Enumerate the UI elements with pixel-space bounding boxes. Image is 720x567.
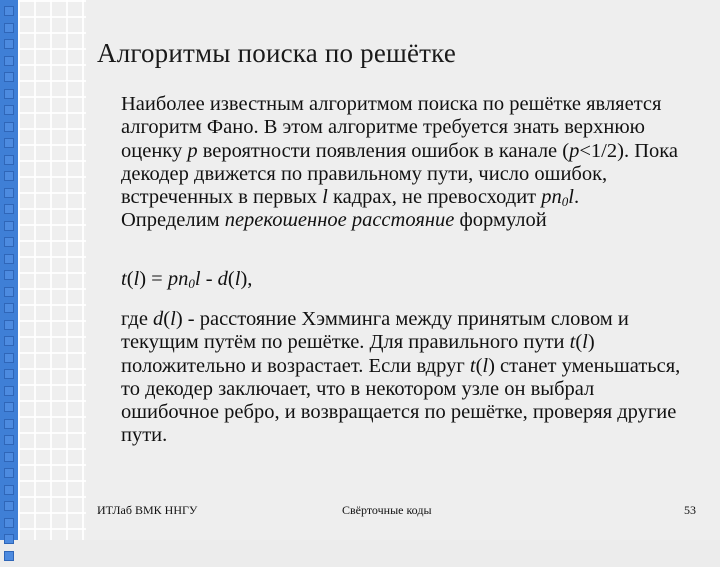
decor-square — [4, 237, 14, 247]
decor-square — [4, 287, 14, 297]
decor-square — [4, 386, 14, 396]
decor-square — [4, 534, 14, 544]
decor-squares — [4, 6, 14, 567]
paragraph-explanation: где d(l) - расстояние Хэмминга между принятым словом и текущим путём по решётке. Для правильного пути t(l) положительно и возрастает. Если вдруг t(l) станет уменьшаться, то декодер заключает, что в некотором узле он выбрал ошибочное ребро, и возвращается по решётке, проверяя другие пути. — [121, 308, 681, 447]
decor-square — [4, 39, 14, 49]
decor-square — [4, 485, 14, 495]
decor-square — [4, 551, 14, 561]
decor-square — [4, 72, 14, 82]
decor-square — [4, 204, 14, 214]
decor-square — [4, 320, 14, 330]
decor-square — [4, 23, 14, 33]
decor-square — [4, 89, 14, 99]
decor-square — [4, 501, 14, 511]
decor-square — [4, 6, 14, 16]
decor-square — [4, 336, 14, 346]
decor-square — [4, 303, 14, 313]
decor-square — [4, 171, 14, 181]
decor-square — [4, 254, 14, 264]
decor-square — [4, 419, 14, 429]
page-number: 53 — [684, 503, 696, 517]
formula: $t(l) = pn_0l - d(l)$, — [121, 268, 253, 291]
decor-square — [4, 435, 14, 445]
decor-square — [4, 270, 14, 280]
decor-square — [4, 155, 14, 165]
decor-square — [4, 402, 14, 412]
decor-square — [4, 56, 14, 66]
decor-square — [4, 369, 14, 379]
left-decor-strip — [0, 0, 18, 540]
decor-square — [4, 105, 14, 115]
paragraph-intro: Наиболее известным алгоритмом поиска по решётке является алгоритм Фано. В этом алгоритме требуется знать верхнюю оценку p вероятности появления ошибок в канале (p<1/2). Пока декодер движется по правильному пути, число ошибок, встреченных в первых l кадрах, не превосходит $pn_0l$. Определим перекошенное расстояние формулой — [121, 93, 678, 232]
decor-square — [4, 188, 14, 198]
decor-square — [4, 452, 14, 462]
slide-title: Алгоритмы поиска по решётке — [97, 38, 457, 68]
decor-square — [4, 353, 14, 363]
decor-square — [4, 468, 14, 478]
footer-org: ИТЛаб ВМК ННГУ — [97, 503, 198, 517]
decor-square — [4, 122, 14, 132]
decor-square — [4, 138, 14, 148]
footer-topic: Свёрточные коды — [342, 503, 432, 517]
decor-square — [4, 221, 14, 231]
decor-square — [4, 518, 14, 528]
